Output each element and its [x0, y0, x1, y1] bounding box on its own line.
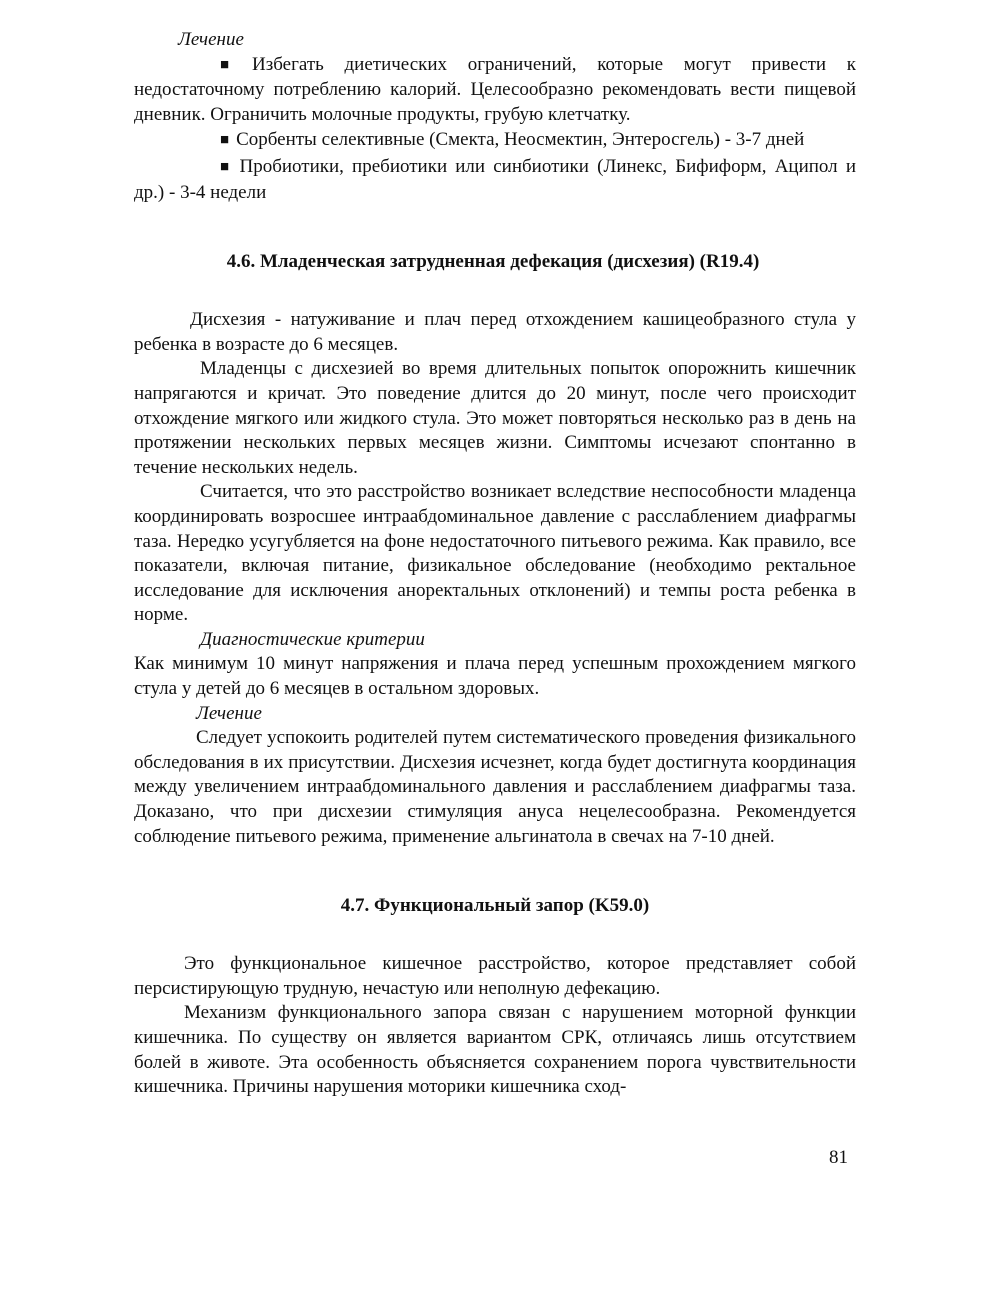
criteria-heading: Диагностические критерии: [200, 628, 425, 650]
page-number: 81: [829, 1147, 848, 1168]
bullet-item: [134, 155, 856, 205]
bullet-text: Сорбенты селективные (Смекта, Неосмектин, Энтеросгель) - 3-7 дней: [236, 129, 805, 151]
paragraph: Следует успокоить родителей путем систематического проведения физикального обследования в их присутствии. Дисхезия исчезнет, когда будет достигнута координация между увеличением интраабдоминального давления и расслаблением диафрагмы таза. Доказано, что при дисхезии стимуляция ануса нецелесообразна. Рекомендуется соблюдение питьевого режима, применение альгинатола в свечах на 7-10 дней.: [134, 727, 856, 847]
bullet-text: Пробиотики, пребиотики или синбиотики (Линекс, Бифиформ, Аципол и др.) - 3-4 недели: [134, 155, 856, 203]
paragraph: Дисхезия - натуживание и плач перед отхождением кашицеобразного стула у ребенка в возрасте до 6 месяцев.: [134, 309, 856, 355]
bullet-square-icon: ■: [220, 158, 233, 175]
bullet-square-icon: ■: [220, 56, 246, 73]
paragraph: Механизм функционального запора связан с нарушением моторной функции кишечника. По существу он является вариантом СРК, отличаясь лишь отсутствием болей в животе. Эта особенность объясняется сохранением порога чувствительности кишечника. Причины нарушения моторики кишечника сход-: [134, 1002, 856, 1098]
bullet-square-icon: ■: [220, 132, 230, 149]
bullet-item: [134, 128, 856, 154]
section-title: 4.6. Младенческая затрудненная дефекация (дисхезия) (R19.4): [226, 251, 760, 273]
paragraph: Считается, что это расстройство возникает вследствие неспособности младенца координировать возросшее интраабдоминальное давление с расслаблением диафрагмы таза. Нередко усугубляется на фоне недостаточного питьевого режима. Как правило, все показатели, включая питание, физикальное обследование (необходимо ректальное исследование для исключения аноректальных отклонений) и темпы роста ребенка в норме.: [134, 481, 856, 626]
paragraph: Как минимум 10 минут напряжения и плача перед успешным прохождением мягкого стула у детей до 6 месяцев в остальном здоровых.: [134, 653, 856, 700]
bullet-text: Избегать диетических ограничений, которые могут привести к недостаточному потреблению калорий. Целесообразно рекомендовать вести пищевой дневник. Ограничить молочные продукты, грубую клетчатку.: [134, 53, 856, 125]
page-body: [134, 28, 856, 1100]
treatment-heading: Лечение: [196, 702, 262, 724]
section-title: 4.7. Функциональный запор (K59.0): [340, 895, 650, 917]
treatment-heading: Лечение: [178, 29, 244, 50]
bullet-item: [134, 53, 856, 128]
paragraph: Младенцы с дисхезией во время длительных попыток опорожнить кишечник напрягаются и кричат. Это поведение длится до 20 минут, после чего происходит отхождение мягкого или жидкого стула. Это может повторяться несколько раз в день на протяжении нескольких первых месяцев жизни. Симптомы исчезают спонтанно в течение нескольких недель.: [134, 358, 856, 478]
paragraph: Это функциональное кишечное расстройство, которое представляет собой персистирующую трудную, нечастую или неполную дефекацию.: [134, 953, 856, 999]
